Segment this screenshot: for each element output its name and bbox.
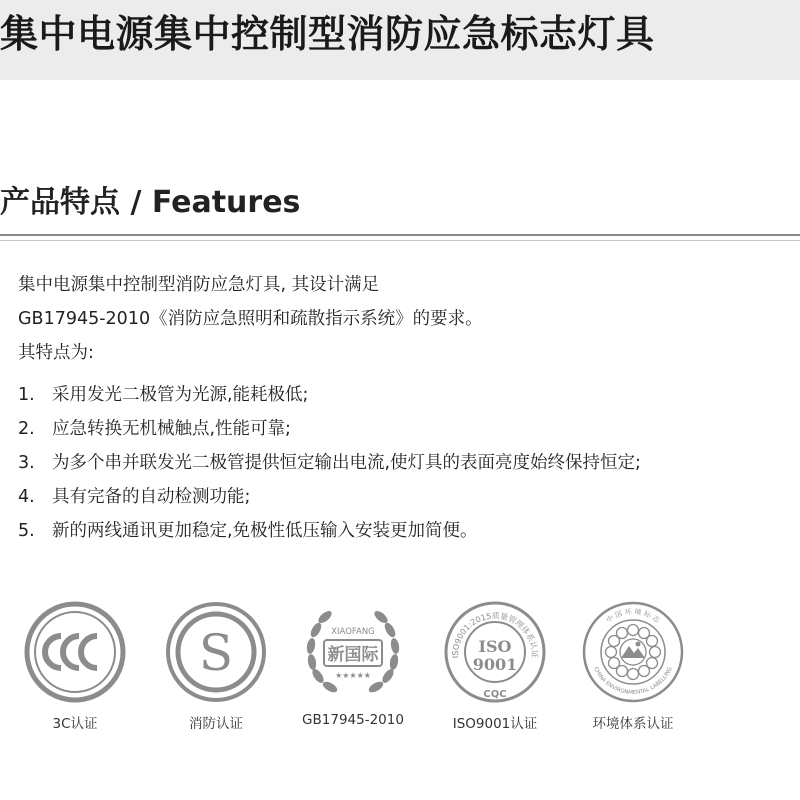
cert-label: ISO9001认证: [452, 716, 538, 732]
feature-item: [18, 382, 308, 408]
svg-text:CHINA ENVIRONMENTAL LABELLING: CHINA ENVIRONMENTAL LABELLING: [592, 666, 674, 697]
svg-text:CQC: CQC: [483, 689, 507, 700]
intro-line-2: GB17945-2010《消防应急照明和疏散指示系统》的要求。: [18, 309, 483, 329]
cert-label: 消防认证: [189, 716, 243, 732]
feature-number: 5.: [18, 521, 35, 541]
svg-text:ISO: ISO: [478, 637, 512, 656]
intro-line-1: 集中电源集中控制型消防应急灯具, 其设计满足: [18, 275, 380, 295]
svg-text:中 国 环 境 标 志: 中 国 环 境 标 志: [604, 607, 662, 625]
s-mark-logo-icon: [164, 600, 268, 704]
feature-number: 1.: [18, 385, 35, 405]
feature-number: 2.: [18, 419, 35, 439]
divider: [0, 234, 800, 236]
feature-item: [18, 416, 291, 442]
feature-item: [18, 518, 478, 544]
cert-environment: [578, 600, 688, 732]
cert-label: GB17945-2010: [302, 712, 404, 728]
feature-text: 新的两线通讯更加稳定,免极性低压输入安装更加简便。: [52, 521, 478, 541]
svg-text:9001: 9001: [472, 655, 518, 674]
feature-item: [18, 484, 250, 510]
iso9001-cqc-logo-icon: [443, 600, 547, 704]
intro-line-3: 其特点为:: [18, 343, 94, 363]
cert-fire: [161, 600, 271, 732]
page-title: 集中电源集中控制型消防应急标志灯具: [0, 12, 655, 56]
feature-number: 4.: [18, 487, 35, 507]
xiaofang-laurel-logo-icon: [298, 600, 408, 704]
china-environmental-labelling-icon: [581, 600, 685, 704]
section-heading: 产品特点 / Features: [0, 185, 301, 220]
divider-thin: [0, 240, 800, 241]
feature-item: [18, 450, 641, 476]
svg-text:ISO9001:2015质量管理体系认证: ISO9001:2015质量管理体系认证: [450, 611, 540, 659]
svg-text:★★★★★: ★★★★★: [335, 671, 371, 680]
feature-text: 具有完备的自动检测功能;: [52, 487, 251, 507]
cert-3c: [20, 600, 130, 732]
ccc-logo-icon: [23, 600, 127, 704]
svg-text:新国际: 新国际: [327, 645, 379, 665]
cert-gb17945: [298, 600, 408, 728]
cert-label: 环境体系认证: [592, 716, 674, 732]
cert-iso9001: [440, 600, 550, 732]
feature-text: 采用发光二极管为光源,能耗极低;: [52, 385, 309, 405]
svg-text:S: S: [198, 624, 234, 682]
title-bar: [0, 0, 800, 80]
svg-text:XIAOFANG: XIAOFANG: [331, 627, 375, 637]
cert-label: 3C认证: [52, 716, 98, 732]
feature-number: 3.: [18, 453, 35, 473]
feature-text: 为多个串并联发光二极管提供恒定输出电流,使灯具的表面亮度始终保持恒定;: [52, 453, 641, 473]
feature-text: 应急转换无机械触点,性能可靠;: [52, 419, 291, 439]
